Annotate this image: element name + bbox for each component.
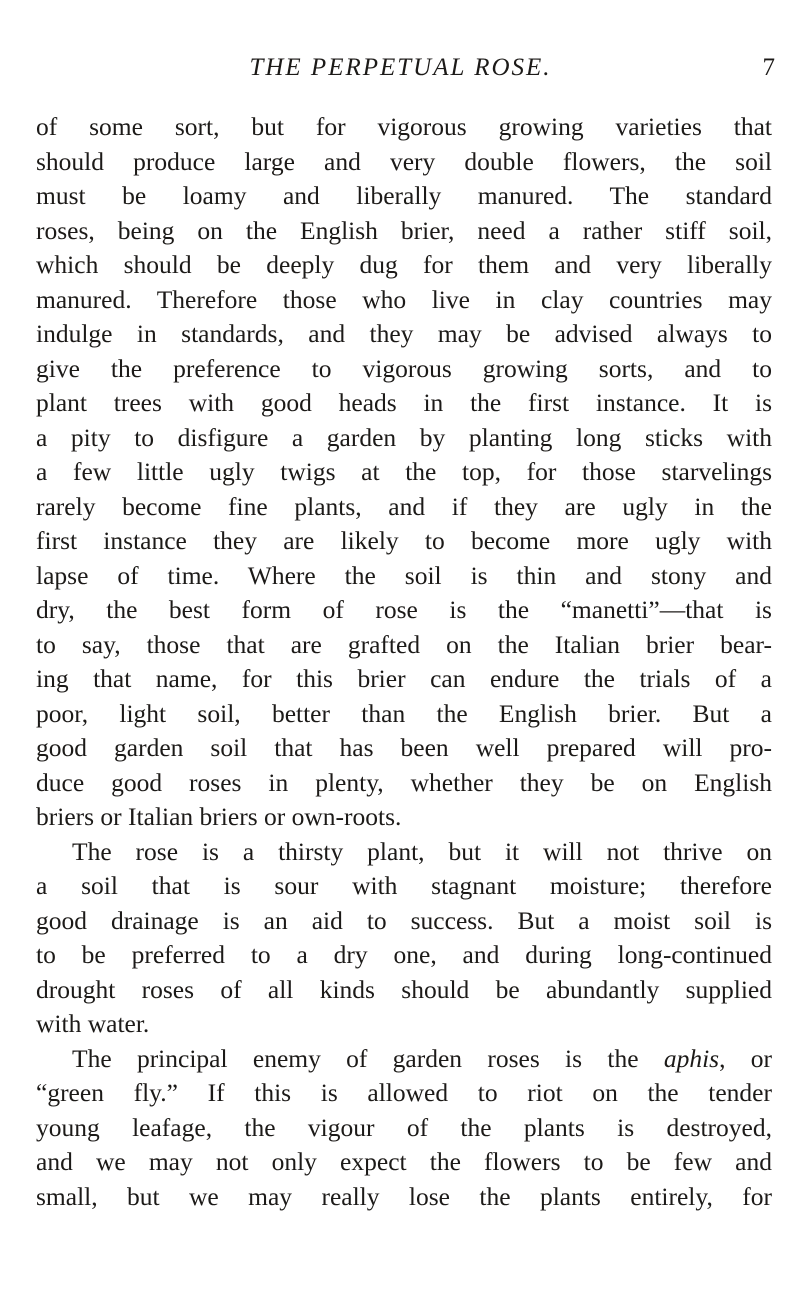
paragraph [36,110,772,835]
page-number: 7 [762,54,775,81]
text-line: of some sort, but for vigorous growing varieties that [36,112,772,141]
paragraph [36,1042,772,1215]
running-title: THE PERPETUAL ROSE. [249,54,552,81]
text-line: dry, the best form of rose is the “manetti”—that is [36,595,772,624]
text-line: and we may not only expect the flowers to be few and [36,1147,772,1176]
text-line: small, but we may really lose the plants entirely, for [36,1181,772,1211]
text-line: manured. Therefore those who live in clay countries may [36,284,772,314]
paragraph [36,835,772,1042]
text-line: give the preference to vigorous growing sorts, and to [36,353,772,383]
text-line: indulge in standards, and they may be advised always to [36,319,772,348]
text-line: which should be deeply dug for them and very liberally [36,250,772,279]
text-line: good drainage is an aid to success. But a moist soil is [36,905,772,935]
text-line: duce good roses in plenty, whether they be on English [36,767,772,797]
text-line: a pity to disfigure a garden by planting long sticks with [36,422,772,452]
text-line: first instance they are likely to become more ugly with [36,526,772,555]
text-line: poor, light soil, better than the English brier. But a [36,698,772,728]
text-line: ing that name, for this brier can endure the trials of a [36,664,772,693]
running-head [0,52,801,88]
text-line: must be loamy and liberally manured. The standard [36,181,772,210]
text-line: The rose is a thirsty plant, but it will not thrive on [72,836,772,866]
text-line: briers or Italian briers or own-roots. [36,802,402,831]
text-line: a soil that is sour with stagnant moisture; therefore [36,871,772,900]
body-text [36,110,772,1214]
text-line: good garden soil that has been well prepared will pro- [36,733,772,762]
italic-term: aphis [663,1043,720,1073]
text-line: “green fly.” If this is allowed to riot on the tender [36,1078,772,1107]
text-line: should produce large and very double flowers, the soil [36,146,772,176]
text-line: to be preferred to a dry one, and during long-continued [36,940,772,969]
text-line: young leafage, the vigour of the plants is destroyed, [36,1112,772,1142]
text-line: a few little ugly twigs at the top, for those starvelings [36,457,772,486]
text-line: to say, those that are grafted on the Italian brier bear- [36,629,772,659]
text-line: drought roses of all kinds should be abundantly supplied [36,974,772,1004]
text-line: roses, being on the English brier, need a rather stiff soil, [36,215,772,245]
text-line: rarely become fine plants, and if they are ugly in the [36,491,772,521]
text-line: The principal enemy of garden roses is the aphis, or [72,1043,772,1073]
text-line: lapse of time. Where the soil is thin and stony and [36,560,772,590]
text-line: with water. [36,1009,150,1038]
text-line: plant trees with good heads in the first instance. It is [36,388,772,417]
